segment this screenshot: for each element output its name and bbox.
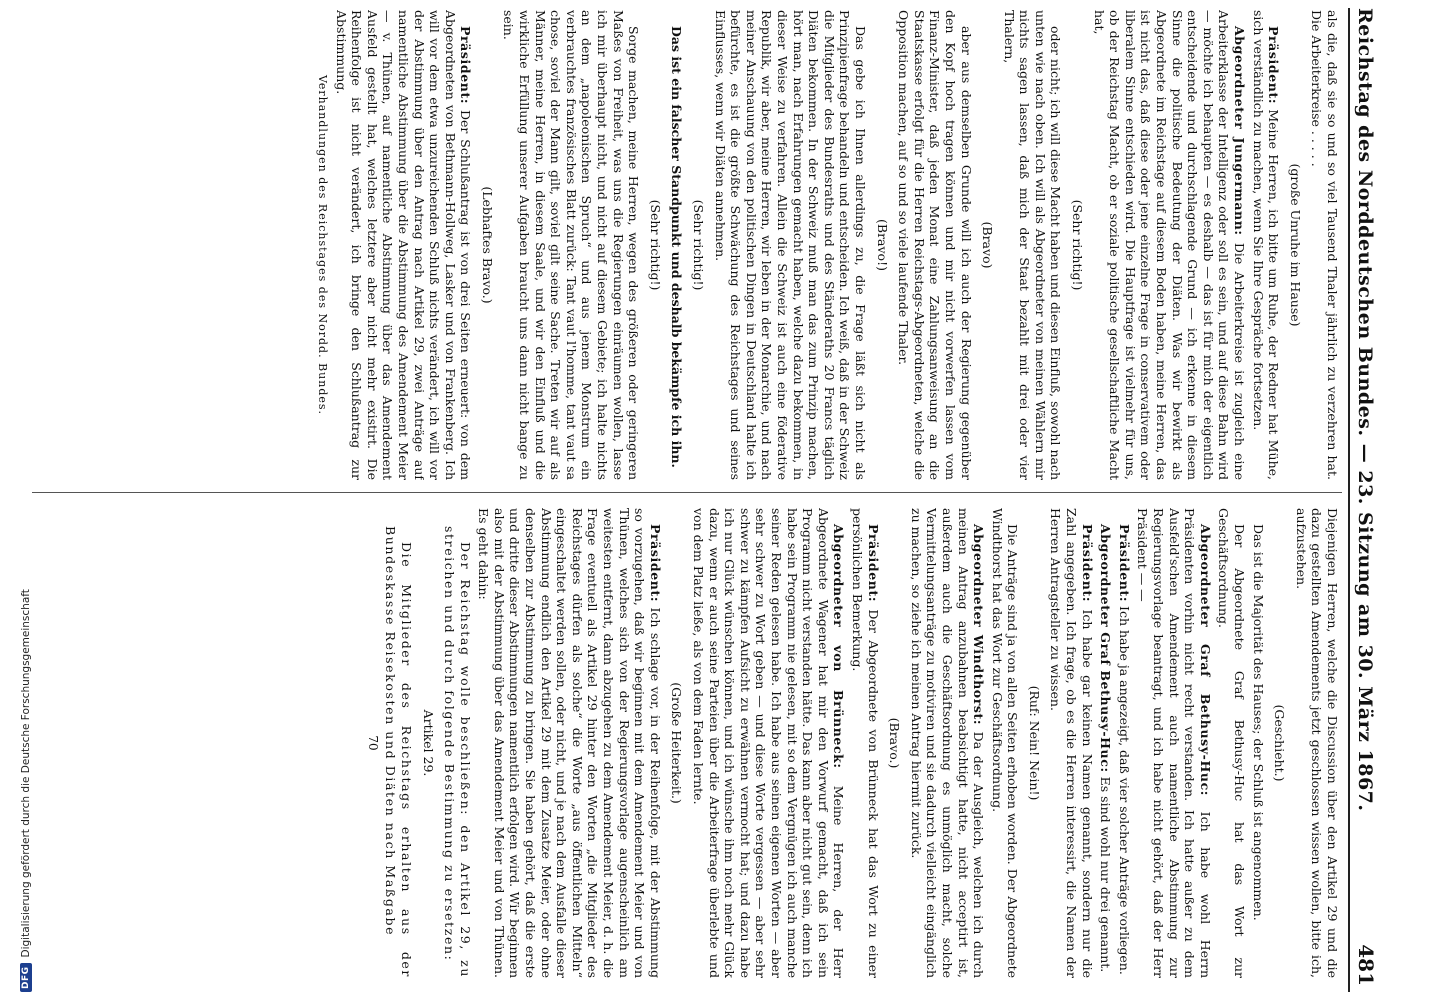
speech-text: Der Abgeordnete von Brünneck hat das Wort zu einer persönlichen Bemerkung.	[849, 508, 881, 978]
quoted-motion: Der Reichstag wolle beschließen: den Artikel 29, zu streichen und durch folgende Bestimmung zu ersetzen:	[442, 526, 473, 978]
body-paragraph: Diejenigen Herren, welche die Discussion über den Artikel 29 und die dazu gestellten Amendements jetzt geschlossen wissen wollen, bitte ich, aufzustehen.	[1293, 508, 1340, 978]
page-number: 481	[1354, 944, 1378, 986]
body-paragraph: oder nicht; ich will diese Macht haben und diesen Einfluß, sowohl nach unten wie nach oben. Ich will als Abgeordneter von meinen Wählern mir nichts sagen lassen, daß mich der Staat bezahlt mit drei oder vier Thalern,	[1001, 10, 1064, 480]
body-paragraph: Das gebe ich Ihnen allerdings zu, die Frage läßt sich nicht als Prinzipienfrage behandeln und entscheiden. Ich weiß, daß in der Schweiz die Mitglieder des Bundesraths und des Ständeraths 20 Francs täglich Diäten bekommen. In der Schweiz muß man das zum Prinzip machen, hört man, nach Erfahrungen gemacht haben, welche dazu bekommen, in dieser Weise zu verfahren. Allein die Schweiz ist auch eine föderative Republik, wir aber, meine Herren, wir leben in der Monarchie, und nach meiner Anschauung von den politischen Dingen in Deutschland halte ich befürchte, es ist die größte Schwächung des Reichstages und seines Einflusses, wenn wir Diäten annehmen.	[712, 10, 868, 480]
speech-paragraph	[1091, 10, 1247, 480]
speaker-name: Präsident:	[458, 26, 474, 105]
footnote: Verhandlungen des Reichstages des Nordd. Bundes.	[315, 74, 329, 416]
credit-text: Digitalisierung gefördert durch die Deutsche Forschungsgemeinschaft	[20, 589, 32, 958]
stage-direction: (Ruf: Nein! Nein!)	[1026, 685, 1042, 801]
speech-paragraph	[476, 508, 663, 978]
stage-direction: (Sehr richtig!)	[691, 199, 707, 291]
speaker-name: Abgeordneter Graf Bethusy-Huc:	[1197, 524, 1213, 796]
speaker-name: Präsident:	[1266, 26, 1282, 105]
stage-direction: (Große Heiterkeit.)	[669, 682, 685, 804]
body-paragraph: als die, daß sie so und so viel Tausend Thaler jährlich zu verzehren hat. Die Arbeiterkreise . . . . .	[1309, 10, 1340, 480]
speech-paragraph	[849, 508, 880, 978]
body-paragraph: Das ist die Majorität des Hauses; der Schluß ist angenommen.	[1250, 524, 1266, 921]
speech-paragraph	[690, 508, 846, 978]
stage-direction: (Sehr richtig!)	[647, 199, 663, 291]
emphasis-paragraph: Das ist ein falscher Standpunkt und deshalb bekämpfe ich ihn.	[669, 26, 685, 468]
speech-paragraph	[908, 508, 986, 978]
page-header	[1348, 8, 1390, 992]
speech-text: Ich habe wohl Herrn Präsidenten vorhin nicht recht verstanden. Ich hatte außer zu dem Ausfeld'schen Amendement auch namentliche Abstimmung zur Regierungsvorlage beantragt, und ich habe nicht gehört, daß der Herr Präsident — —	[1135, 508, 1213, 978]
speech-text: Ich habe gar keinen Namen genannt, sondern nur die Zahl angegeben. Ich frage, ob es die Herren interessirt, die Namen der Herren Antragsteller zu wissen.	[1048, 508, 1095, 978]
stage-direction: (Bravo.)	[887, 717, 903, 769]
speech-paragraph	[1116, 508, 1132, 978]
right-column	[20, 508, 1340, 978]
speech-paragraph	[333, 10, 473, 480]
speech-text: Ich habe ja angezeigt, daß vier solcher Anträge vorliegen.	[1116, 602, 1132, 975]
body-paragraph: aber aus demselben Grunde will ich auch der Regierung gegenüber den Kopf hoch tragen können und mir nicht vorwerfen lassen vom Finanz-Minister, daß jeden Monat eine Zahlungsanweisung an die Staatskasse erfolgt für die Herren Reichstags-Abgeordneten, welche die Opposition machen, auf so und so viele laufende Thaler.	[896, 10, 974, 480]
stage-direction: (Bravo)	[980, 221, 996, 269]
speaker-name: Präsident:	[1116, 524, 1132, 603]
speaker-name: Präsident:	[865, 524, 881, 603]
speaker-name: Abgeordneter Jungermann:	[1232, 26, 1248, 236]
speech-text: Da der Ausgleich, welchen ich durch meinen Antrag anzubahnen beabsichtigt hatte, nicht acceptirt ist, außerdem auch die Geschäftsordnung es unmöglich macht, solche Vermittelungsanträge zu motiviren und sie dadurch vielleicht eingänglich zu machen, so ziehe ich meinen Antrag hiermit zurück.	[908, 508, 987, 978]
speech-text: Meine Herren, der Herr Abgeordnete Wagener hat mir den Vorwurf gemacht, daß ich sein Programm nicht verstanden hätte. Das kann aber nicht gut sein, denn ich habe sein Programm nie gelesen, mit so dem Vergnügen ich auch manche seiner Reden gelesen habe. Ich habe aus seinen eigenen Worten — aber sehr schwer zu Wort geben — und diese Worte vergessen — aber sehr schwer zu kämpfen Aufsicht zu erwähnen vermocht hat; und dazu habe ich nur Glück wünschen können, und ich wünsche ihm noch mehr Glück dazu, wenn er auch seine Parteien über die Arbeiterfrage überlebte und von dem Platz ließe, als von dem Faden lernte.	[691, 508, 847, 978]
speech-paragraph	[1250, 10, 1281, 480]
stage-direction: (große Unruhe im Hause)	[1287, 163, 1303, 327]
speaker-name: Abgeordneter Graf Bethusy-Huc:	[1098, 524, 1114, 773]
speaker-name: Abgeordneter von Brünneck:	[831, 524, 847, 769]
speech-text: Meine Herren, ich bitte um Ruhe, der Redner hat Mühe, sich verständlich zu machen, wenn Sie Ihre Gespräche fortsetzen.	[1250, 10, 1282, 480]
speaker-name: Präsident:	[1079, 524, 1095, 603]
speech-paragraph	[1098, 508, 1114, 978]
dfg-logo: DFG	[20, 963, 32, 992]
stage-direction: (Lebhaftes Bravo.)	[479, 186, 495, 304]
stage-direction: (Sehr richtig!)	[1070, 199, 1086, 291]
sheet-number: 70	[365, 735, 380, 751]
column-divider	[32, 492, 1342, 493]
speech-paragraph	[1135, 508, 1213, 978]
body-paragraph: Sorge machen, meine Herren, wegen des größeren oder geringeren Maßes von Freiheit, was uns die Regierungen einräumen wollen, lasse ich mir überhaupt nicht, und nicht auf diesem Gebiete; ich halte nichts an dem „napoleonischen Spruch“ und aus jenem Monstrum ein verbrauchtes französisches Blatt zurück: Tant vaut l'homme, tant vaut sa chose, soviel der Mann gilt, soviel gilt seine Sache. Treten wir auf als Männer, meine Herren, in diesem Saale, und wir den Einfluß und die wirkliche Erfüllung unserer Aufgaben braucht uns dann nicht bange zu sein.	[501, 10, 642, 480]
stage-direction: (Bravo!)	[874, 219, 890, 271]
speaker-name: Abgeordneter Windthorst:	[971, 524, 987, 726]
speech-text: Ich schlage vor, in der Reihenfolge, mit der Abstimmung so vorzugehen, daß wir beginnen mit dem Amendement Meier und von Thünen, welches sich von der Regierungsvorlage augenscheinlich am weitesten entfernt, dann abzugehen zu dem Amendement Meier, d. h. die Frage eventuell als Artikel 29 hinter den Worten „die Mitglieder des Reichstages dürfen als solche“ die Worte „aus öffentlichen Mitteln“ eingeschaltet werden sollen, oder nicht, und je nach dem Ausfalle dieser Abstimmung endlich den Artikel 29 mit dem Zusatze Meier, oder ohne denselben zur Abstimmung zu bringen. Sie haben gehört, daß die erste und dritte dieser Abstimmungen namentlich erfolgen wird. Wir beginnen also mit der Abstimmung über das Amendement Meier und von Thünen. Es geht dahin:	[476, 508, 663, 978]
speech-text: Der Schlußantrag ist von drei Seiten erneuert: von dem Abgeordneten von Bethmann-Hollweg, Lasker und von Frankenberg. Ich will vor dem etwa unzureichenden Schluß nichts verändert, ich will vor der Abstimmung über den Antrag nach Artikel 29, zwei Anträge auf namentliche Abstimmung über die Abstimmung des Amendement Meier — v. Thünen, auf namentliche Abstimmung über das Amendement Ausfeld gestellt hat, welches letztere aber nicht mehr existirt. Die Reihenfolge ist nicht verändert, ich bringe den Schlußantrag zur Abstimmung.	[333, 10, 474, 480]
quoted-motion: Die Mitglieder des Reichstags erhalten aus der Bundeskasse Reisekosten und Diäten nach Maßgabe	[383, 526, 414, 978]
speech-text: Es sind wohl nur drei genannt.	[1098, 772, 1114, 973]
left-column	[20, 10, 1340, 480]
speaker-name: Präsident:	[647, 524, 663, 603]
speech-text: Die Arbeiterkreise ist zugleich eine Arbeiterklasse der Intelligenz oder soll es sein, und auf diese Bahn wird — möchte ich behaupten — es deshalb — das ist für mich der eigentlich entscheidende und durchschlagende Grund — ich erkenne in diesem Sinne die politische Bedeutung der Diäten. Was wir bewirkt als Abgeordnete im Reichstage auf diesem Boden haben, meine Herren, das ist nicht das, daß diese oder jene einzelne Frage in conservativem oder liberalem Sinne entschieden wird. Die Hauptfrage ist vielmehr für uns, ob der Reichstag Macht, ob er soziale politische gesellschaftliche Macht hat,	[1091, 10, 1248, 480]
body-paragraph: Der Abgeordnete Graf Bethusy-Huc hat das Wort zur Geschäftsordnung.	[1216, 508, 1248, 978]
page-title: Reichstag des Norddeutschen Bundes. — 23. Sitzung am 30. März 1867.	[1354, 8, 1376, 812]
stage-direction: Artikel 29.	[420, 709, 436, 777]
body-paragraph: Die Anträge sind ja von allen Seiten erhoben worden. Der Abgeordnete Windthorst hat das Wort zur Geschäftsordnung.	[989, 508, 1021, 978]
speech-paragraph	[1048, 508, 1095, 978]
stage-direction: (Geschieht.)	[1272, 704, 1288, 782]
